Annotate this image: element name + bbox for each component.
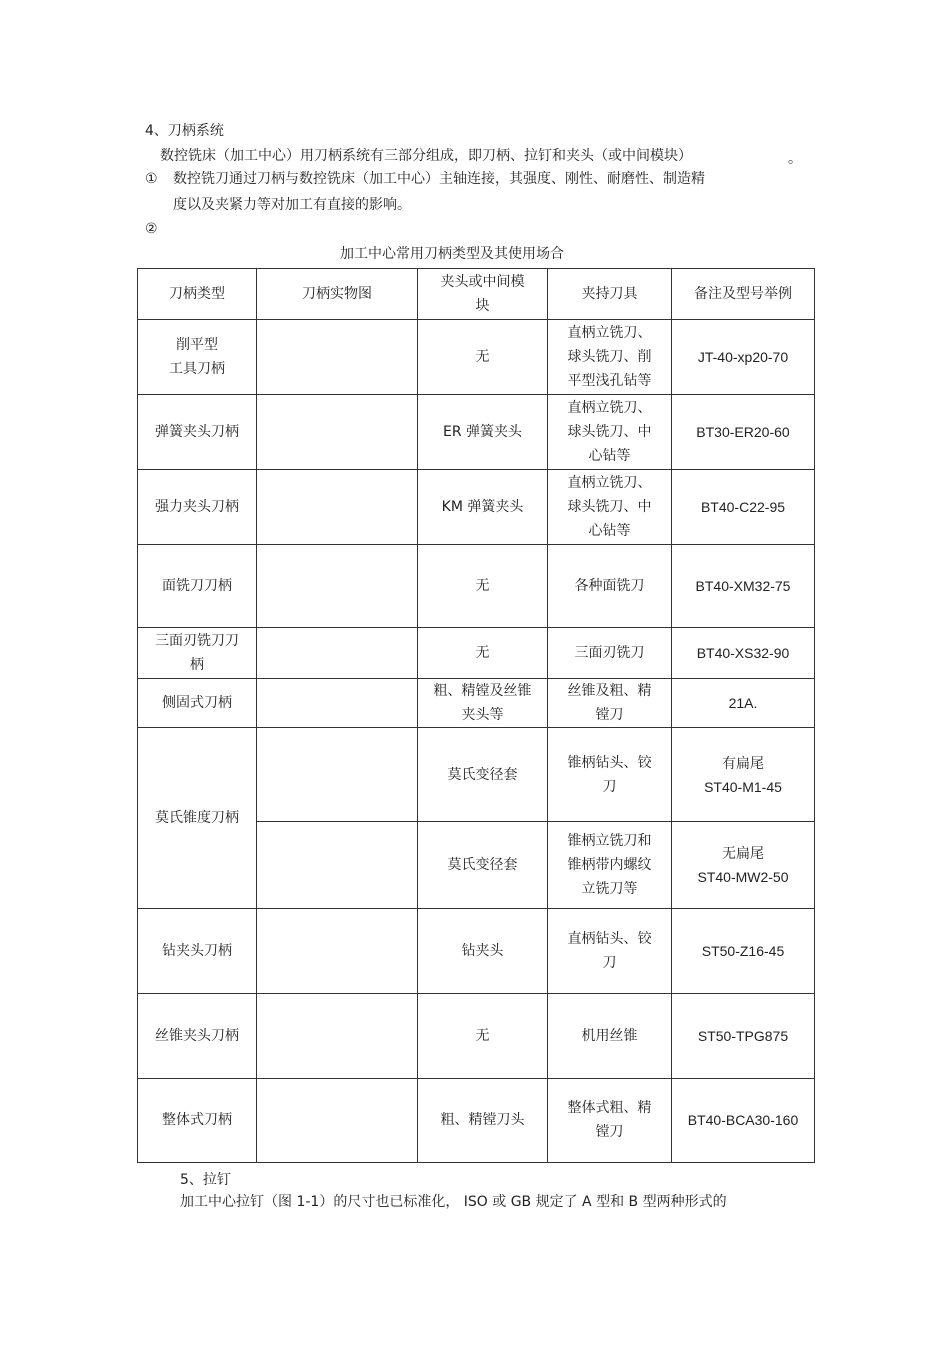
cell-type: 侧固式刀柄 — [138, 679, 257, 728]
cell-note: BT40-BCA30-160 — [672, 1078, 815, 1162]
cell-note: BT30-ER20-60 — [672, 395, 815, 470]
table-row — [138, 545, 815, 628]
section-5-heading: 5、拉钉 — [180, 1172, 231, 1188]
cell-note: BT40-XM32-75 — [672, 545, 815, 628]
cell-chuck: 粗、精镗刀头 — [418, 1078, 548, 1162]
cell-image — [257, 993, 418, 1078]
cell-tool: 锥柄钻头、铰 刀 — [548, 728, 672, 821]
table-row — [138, 320, 815, 395]
cell-note: 有扁尾 ST40-M1-45 — [672, 728, 815, 821]
cell-image — [257, 320, 418, 395]
intro-paragraph: 数控铣床（加工中心）用刀柄系统有三部分组成，即刀柄、拉钉和夹头（或中间模块） — [160, 148, 692, 164]
tool-holder-table — [137, 268, 815, 1163]
cell-chuck: 无 — [418, 628, 548, 679]
cell-image — [257, 545, 418, 628]
header-chuck: 夹头或中间模 块 — [418, 269, 548, 320]
cell-note: BT40-C22-95 — [672, 470, 815, 545]
table-row — [138, 470, 815, 545]
header-note: 备注及型号举例 — [672, 269, 815, 320]
cell-note: 21A. — [672, 679, 815, 728]
cell-tool: 直柄立铣刀、 球头铣刀、削 平型浅孔钻等 — [548, 320, 672, 395]
cell-chuck: 莫氏变径套 — [418, 728, 548, 821]
item-2-marker: ② — [145, 221, 158, 237]
cell-image — [257, 821, 418, 908]
cell-chuck: 钻夹头 — [418, 908, 548, 993]
cell-note: JT-40-xp20-70 — [672, 320, 815, 395]
cell-image — [257, 470, 418, 545]
section-5-paragraph: 加工中心拉钉（图 1-1）的尺寸也已标准化， ISO 或 GB 规定了 A 型和 B 型两种形式的 — [180, 1194, 727, 1210]
cell-note: BT40-XS32-90 — [672, 628, 815, 679]
header-tool: 夹持刀具 — [548, 269, 672, 320]
cell-image — [257, 628, 418, 679]
cell-note: ST50-Z16-45 — [672, 908, 815, 993]
cell-chuck: ER 弹簧夹头 — [418, 395, 548, 470]
cell-chuck: 无 — [418, 545, 548, 628]
item-1-marker: ① — [145, 171, 158, 187]
cell-type: 整体式刀柄 — [138, 1078, 257, 1162]
cell-tool: 三面刃铣刀 — [548, 628, 672, 679]
cell-note: 无扁尾 ST40-MW2-50 — [672, 821, 815, 908]
item-1-line-1: 数控铣刀通过刀柄与数控铣床（加工中心）主轴连接，其强度、刚性、耐磨性、制造精 — [173, 171, 705, 187]
table-row — [138, 679, 815, 728]
cell-chuck: KM 弹簧夹头 — [418, 470, 548, 545]
table-caption: 加工中心常用刀柄类型及其使用场合 — [340, 246, 564, 262]
cell-image — [257, 728, 418, 821]
item-1-line-2: 度以及夹紧力等对加工有直接的影响。 — [173, 197, 411, 213]
header-type: 刀柄类型 — [138, 269, 257, 320]
cell-note: ST50-TPG875 — [672, 993, 815, 1078]
cell-image — [257, 1078, 418, 1162]
section-4-heading: 4、刀柄系统 — [145, 123, 224, 139]
cell-tool: 直柄钻头、铰 刀 — [548, 908, 672, 993]
cell-chuck: 无 — [418, 320, 548, 395]
cell-image — [257, 908, 418, 993]
cell-type: 丝锥夹头刀柄 — [138, 993, 257, 1078]
cell-image — [257, 679, 418, 728]
cell-tool: 机用丝锥 — [548, 993, 672, 1078]
table-row — [138, 1078, 815, 1162]
cell-type: 三面刃铣刀刀 柄 — [138, 628, 257, 679]
table-row — [138, 395, 815, 470]
table-row — [138, 728, 815, 821]
cell-type: 弹簧夹头刀柄 — [138, 395, 257, 470]
cell-chuck: 粗、精镗及丝锥 夹头等 — [418, 679, 548, 728]
cell-tool: 各种面铣刀 — [548, 545, 672, 628]
cell-tool: 直柄立铣刀、 球头铣刀、中 心钻等 — [548, 470, 672, 545]
intro-period: 。 — [788, 151, 802, 167]
table-row — [138, 908, 815, 993]
cell-tool: 直柄立铣刀、 球头铣刀、中 心钻等 — [548, 395, 672, 470]
table-header-row — [138, 269, 815, 320]
cell-tool: 丝锥及粗、精 镗刀 — [548, 679, 672, 728]
cell-tool: 锥柄立铣刀和 锥柄带内螺纹 立铣刀等 — [548, 821, 672, 908]
cell-type: 削平型 工具刀柄 — [138, 320, 257, 395]
table-row — [138, 993, 815, 1078]
cell-tool: 整体式粗、精 镗刀 — [548, 1078, 672, 1162]
header-image: 刀柄实物图 — [257, 269, 418, 320]
cell-type: 莫氏锥度刀柄 — [138, 728, 257, 908]
cell-image — [257, 395, 418, 470]
cell-chuck: 莫氏变径套 — [418, 821, 548, 908]
cell-type: 强力夹头刀柄 — [138, 470, 257, 545]
cell-type: 面铣刀刀柄 — [138, 545, 257, 628]
cell-type: 钻夹头刀柄 — [138, 908, 257, 993]
cell-chuck: 无 — [418, 993, 548, 1078]
table-row — [138, 628, 815, 679]
